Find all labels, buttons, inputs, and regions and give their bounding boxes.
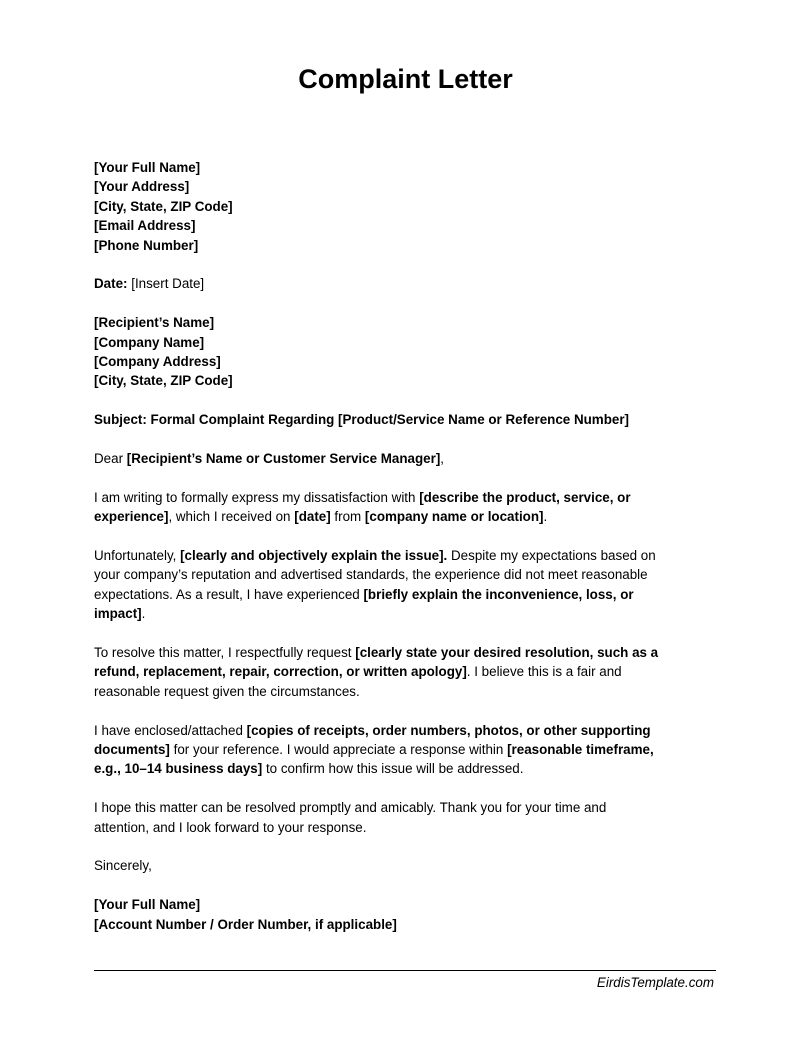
subject-line: Subject: Formal Complaint Regarding [Product/Service Name or Reference Number] bbox=[94, 412, 629, 428]
date-line bbox=[94, 274, 724, 293]
p5-text: attention, and I look forward to your response. bbox=[94, 819, 367, 835]
salutation-prefix: Dear bbox=[94, 451, 127, 467]
paragraph-5 bbox=[94, 798, 724, 837]
footer-divider bbox=[94, 970, 716, 971]
salutation-name: [Recipient’s Name or Customer Service Manager] bbox=[126, 451, 441, 467]
footer-website: EirdisTemplate.com bbox=[596, 975, 714, 990]
paragraph-1 bbox=[94, 488, 724, 527]
date-value: [Insert Date] bbox=[131, 276, 205, 292]
p4-placeholder: [copies of receipts, order numbers, photos, or other supporting bbox=[246, 722, 651, 738]
p1-text: I am writing to formally express my dissatisfaction with bbox=[94, 489, 420, 505]
p2-placeholder: [briefly explain the inconvenience, loss, or bbox=[363, 586, 634, 602]
p4-placeholder: e.g., 10–14 business days] bbox=[94, 761, 263, 777]
p2-placeholder: [clearly and objectively explain the issue]. bbox=[180, 548, 448, 564]
p1-text: , which I received on bbox=[168, 509, 295, 525]
p4-text: for your reference. I would appreciate a response within bbox=[169, 742, 508, 758]
p2-text: your company’s reputation and advertised standards, the experience did not meet reasonable bbox=[94, 567, 648, 583]
sender-phone: [Phone Number] bbox=[94, 237, 199, 253]
paragraph-4 bbox=[94, 721, 724, 779]
p3-text: . I believe this is a fair and bbox=[466, 664, 622, 680]
p4-text: to confirm how this issue will be addressed. bbox=[262, 761, 524, 777]
sender-block bbox=[94, 158, 724, 255]
document-title: Complaint Letter bbox=[298, 64, 513, 94]
sender-address: [Your Address] bbox=[94, 179, 190, 195]
p2-text: . bbox=[141, 606, 146, 622]
p4-placeholder: [reasonable timeframe, bbox=[507, 742, 654, 758]
signature-name: [Your Full Name] bbox=[94, 897, 201, 913]
p1-placeholder: experience] bbox=[94, 509, 169, 525]
p5-text: I hope this matter can be resolved promptly and amicably. Thank you for your time and bbox=[94, 800, 607, 816]
signature-account: [Account Number / Order Number, if applicable] bbox=[94, 916, 397, 932]
p1-placeholder: [describe the product, service, or bbox=[419, 489, 631, 505]
p1-placeholder: [company name or location] bbox=[364, 509, 544, 525]
paragraph-3 bbox=[94, 643, 724, 701]
sender-email: [Email Address] bbox=[94, 218, 196, 234]
recipient-address: [Company Address] bbox=[94, 354, 221, 370]
letter-body bbox=[94, 158, 724, 934]
p1-text: . bbox=[543, 509, 548, 525]
recipient-block bbox=[94, 313, 724, 391]
p2-text: Unfortunately, bbox=[94, 548, 181, 564]
p3-text: To resolve this matter, I respectfully request bbox=[94, 645, 356, 661]
recipient-city: [City, State, ZIP Code] bbox=[94, 373, 233, 389]
p3-placeholder: [clearly state your desired resolution, such as a bbox=[355, 645, 659, 661]
signature-block bbox=[94, 895, 724, 934]
p2-placeholder: impact] bbox=[94, 606, 142, 622]
salutation-suffix: , bbox=[440, 451, 445, 467]
salutation bbox=[94, 449, 724, 468]
p2-text: Despite my expectations based on bbox=[447, 548, 656, 564]
sender-name: [Your Full Name] bbox=[94, 160, 201, 175]
recipient-name: [Recipient’s Name] bbox=[94, 315, 215, 331]
p4-placeholder: documents] bbox=[94, 742, 170, 758]
p1-text: from bbox=[330, 509, 365, 525]
p2-text: expectations. As a result, I have experienced bbox=[94, 586, 364, 602]
paragraph-2 bbox=[94, 546, 724, 624]
closing: Sincerely, bbox=[94, 858, 152, 874]
p3-placeholder: refund, replacement, repair, correction, or written apology] bbox=[94, 664, 467, 680]
sender-city: [City, State, ZIP Code] bbox=[94, 198, 233, 214]
p1-placeholder: [date] bbox=[294, 509, 331, 525]
recipient-company: [Company Name] bbox=[94, 334, 205, 350]
p4-text: I have enclosed/attached bbox=[94, 722, 247, 738]
p3-text: reasonable request given the circumstances. bbox=[94, 683, 360, 699]
date-label: Date: bbox=[94, 276, 128, 292]
